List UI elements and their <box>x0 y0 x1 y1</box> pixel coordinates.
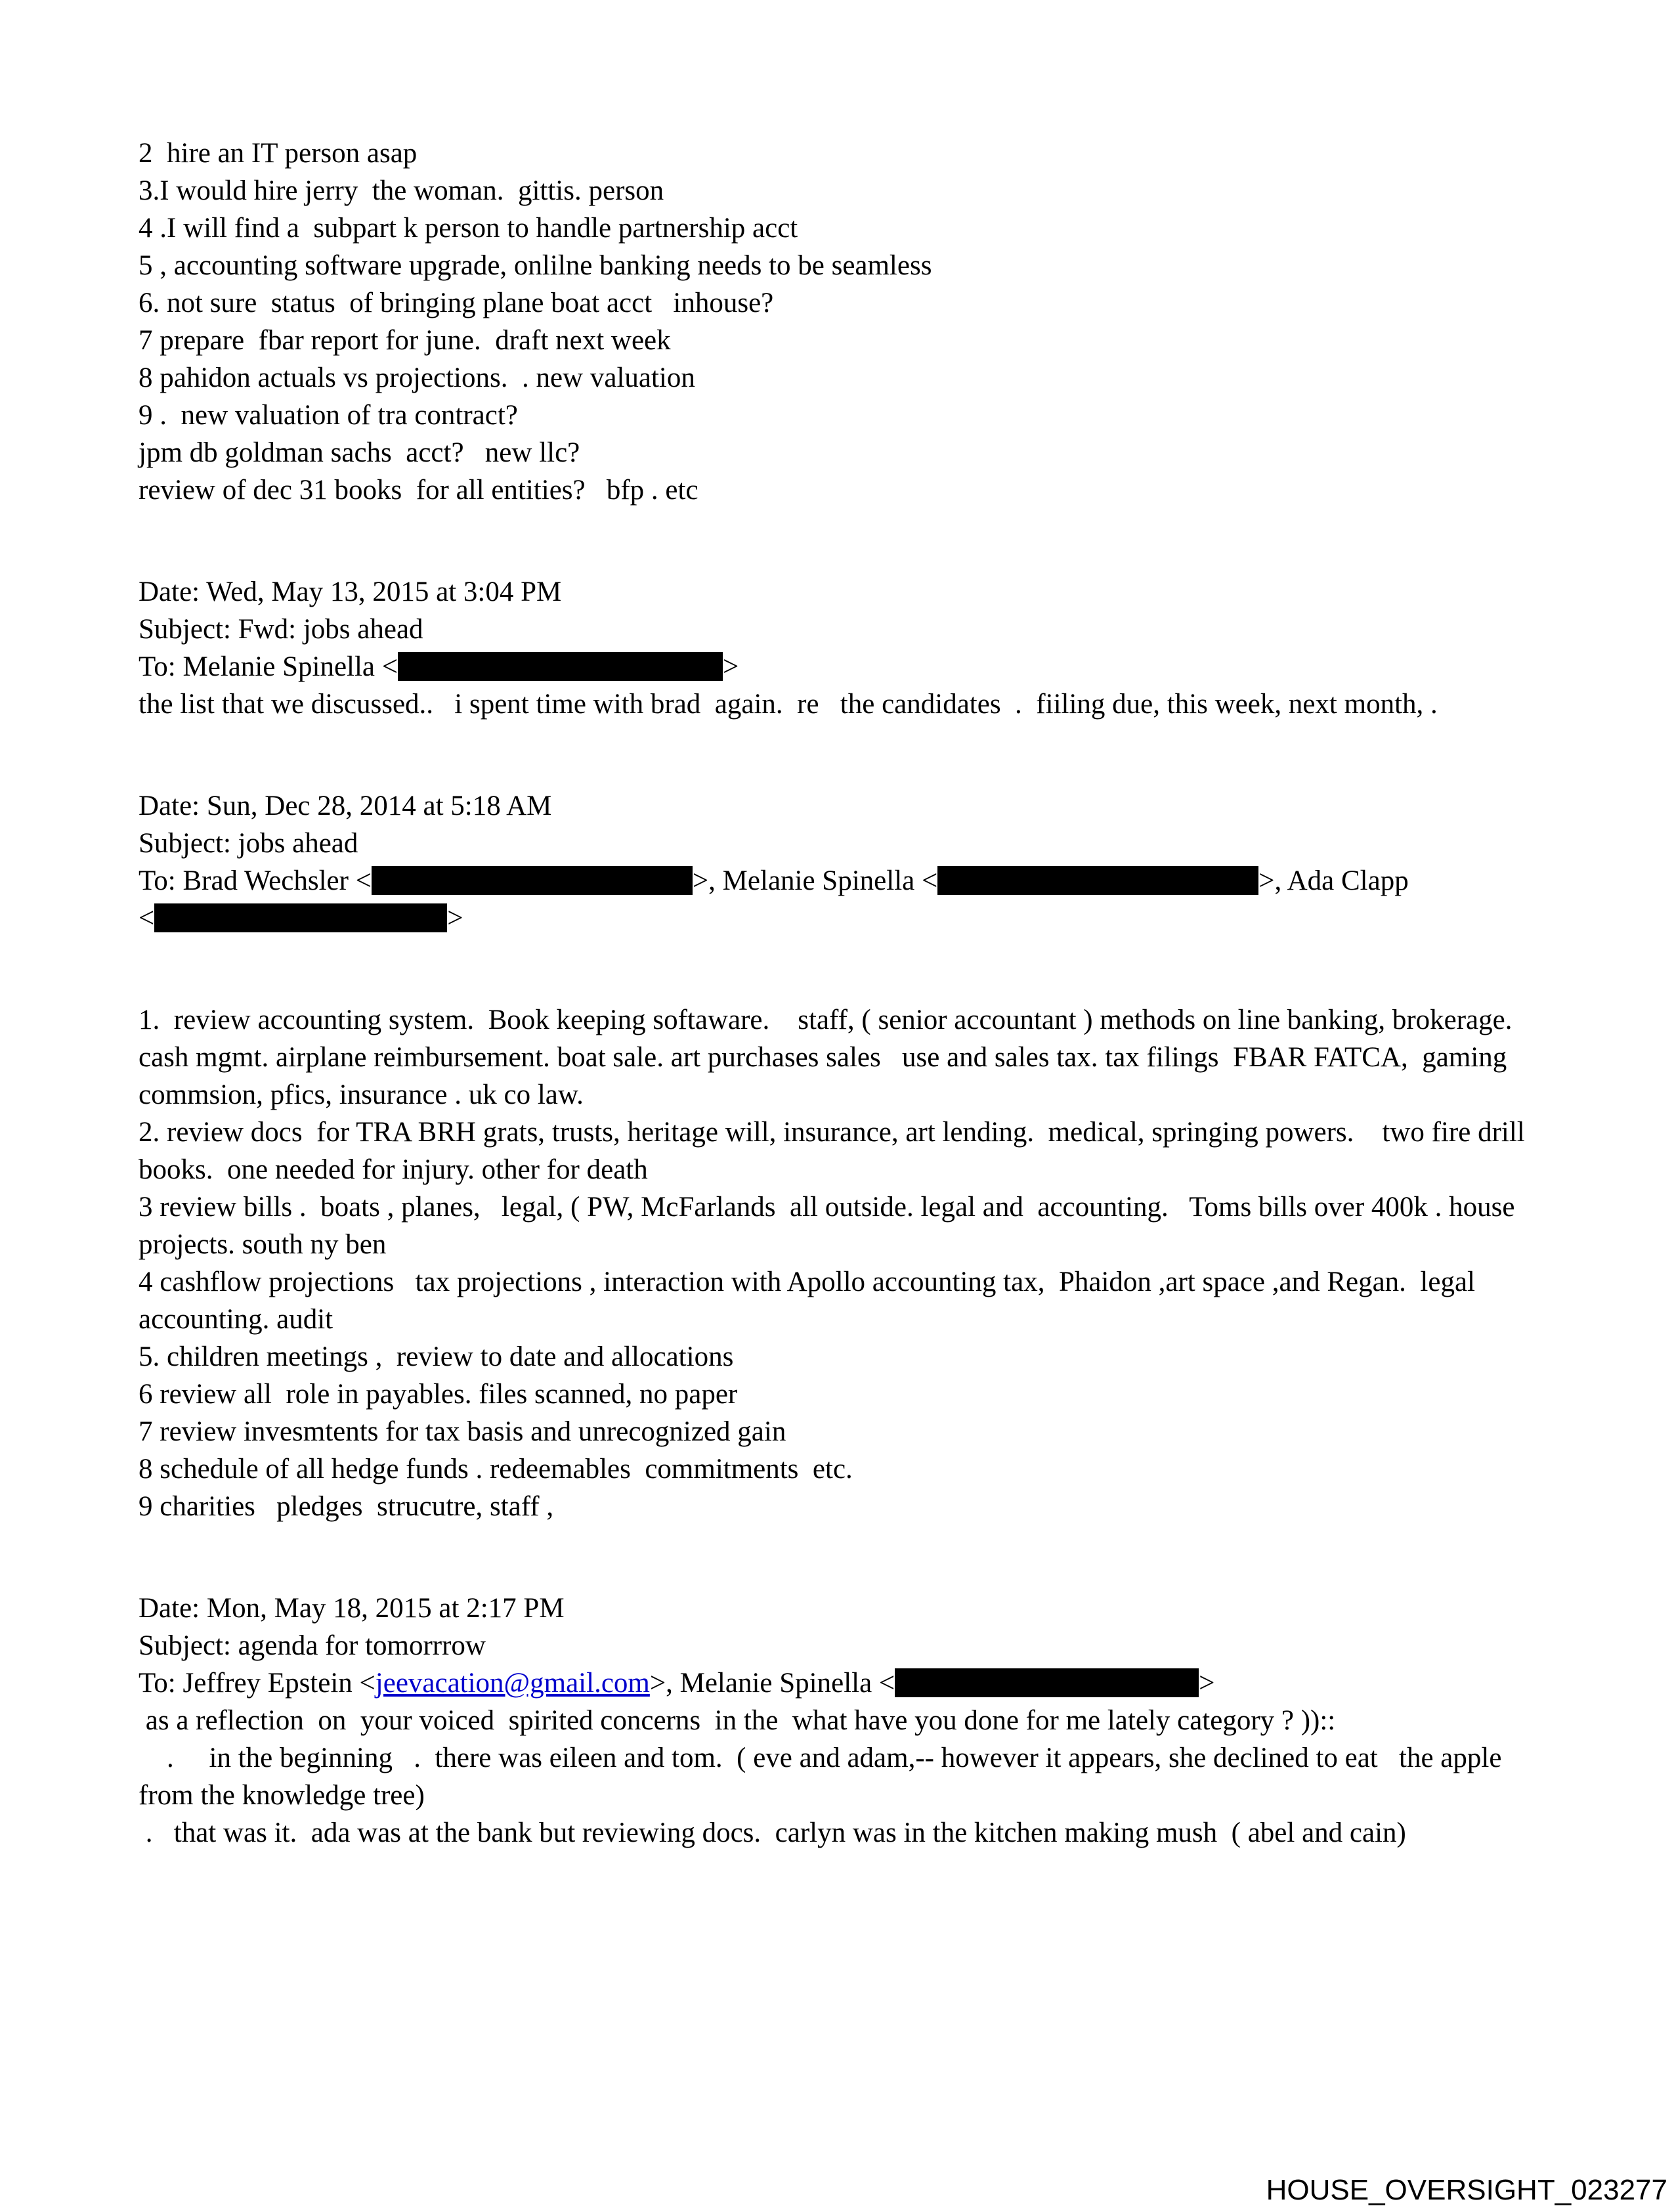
date-line: Date: Sun, Dec 28, 2014 at 5:18 AM <box>139 791 552 821</box>
date-line: Date: Wed, May 13, 2015 at 3:04 PM <box>139 576 562 607</box>
jobs-item: 2. review docs for TRA BRH grats, trusts, heritage will, insurance, art lending. medical, springing powers. two fire drill books. one needed for injury. other for death <box>139 1117 1532 1185</box>
note-line: 3.I would hire jerry the woman. gittis. person <box>139 175 664 206</box>
to-text: To: Melanie Spinella < <box>139 651 398 682</box>
to-text: To: Brad Wechsler < <box>139 865 372 896</box>
note-line: 8 pahidon actuals vs projections. . new valuation <box>139 362 695 393</box>
bates-number: HOUSE_OVERSIGHT_023277 <box>1266 2174 1667 2206</box>
email-address-link[interactable]: jeevacation@gmail.com <box>375 1668 650 1699</box>
email-body-line: . that was it. ada was at the bank but reviewing docs. carlyn was in the kitchen making mush ( abel and cain) <box>139 1817 1406 1848</box>
to-text: >, Melanie Spinella < <box>692 865 938 896</box>
to-text: >, Ada Clapp <box>1258 865 1409 896</box>
jobs-item: 8 schedule of all hedge funds . redeemables commitments etc. <box>139 1454 853 1485</box>
subject-line: Subject: agenda for tomorrrow <box>139 1630 486 1661</box>
note-line: review of dec 31 books for all entities? bfp . etc <box>139 475 698 506</box>
jobs-item: 7 review invesmtents for tax basis and unrecognized gain <box>139 1416 786 1447</box>
redaction-bar <box>372 866 693 895</box>
to-line-continued <box>139 900 1534 937</box>
note-line: 2 hire an IT person asap <box>139 138 418 169</box>
jobs-item: 1. review accounting system. Book keeping softaware. staff, ( senior accountant ) methods on line banking, brokerage. cash mgmt. airplane reimbursement. boat sale. art purchases sales use and sales tax. tax filings FBAR FATCA, gaming commsion, pfics, insurance . uk co law. <box>139 1005 1520 1110</box>
to-text: > <box>723 651 739 682</box>
to-line <box>139 1664 1534 1702</box>
note-line: 5 , accounting software upgrade, onlilne banking needs to be seamless <box>139 250 932 281</box>
date-line: Date: Mon, May 18, 2015 at 2:17 PM <box>139 1593 565 1624</box>
jobs-item: 3 review bills . boats , planes, legal, ( PW, McFarlands all outside. legal and accounting. Toms bills over 400k . house projects. south ny ben <box>139 1192 1522 1260</box>
note-line: 7 prepare fbar report for june. draft next week <box>139 325 671 356</box>
redaction-bar <box>937 866 1258 895</box>
to-text: < <box>139 903 155 934</box>
email-agenda-for-tomorrow <box>139 1590 1534 1852</box>
jobs-item: 9 charities pledges strucutre, staff , <box>139 1491 554 1522</box>
email-body-line: as a reflection on your voiced spirited concerns in the what have you done for me lately category ? )):: <box>139 1705 1336 1736</box>
to-text: > <box>1199 1668 1215 1699</box>
redaction-bar <box>895 1668 1199 1697</box>
document-content <box>139 135 1534 1852</box>
note-line: 4 .I will find a subpart k person to handle partnership acct <box>139 213 798 244</box>
redaction-bar <box>154 903 447 932</box>
note-line: jpm db goldman sachs acct? new llc? <box>139 437 580 468</box>
subject-line: Subject: jobs ahead <box>139 828 358 859</box>
jobs-item: 6 review all role in payables. files scanned, no paper <box>139 1379 738 1410</box>
email-jobs-ahead <box>139 787 1534 1525</box>
email-body-line: . in the beginning . there was eileen and tom. ( eve and adam,-- however it appears, she declined to eat the apple from the knowledge tree) <box>139 1743 1509 1811</box>
email-fwd-jobs-ahead <box>139 573 1534 723</box>
jobs-item: 4 cashflow projections tax projections , interaction with Apollo accounting tax, Phaidon ,art space ,and Regan. legal accounting. audit <box>139 1267 1482 1335</box>
to-text: To: Jeffrey Epstein < <box>139 1668 376 1699</box>
redaction-bar <box>398 652 723 681</box>
to-line <box>139 862 1534 900</box>
jobs-item: 5. children meetings , review to date and allocations <box>139 1341 734 1372</box>
notes-list <box>139 135 1534 509</box>
to-text: >, Melanie Spinella < <box>649 1668 895 1699</box>
note-line: 6. not sure status of bringing plane boat acct inhouse? <box>139 288 774 318</box>
email-body: the list that we discussed.. i spent time with brad again. re the candidates . fiiling due, this week, next month, . <box>139 689 1438 720</box>
note-line: 9 . new valuation of tra contract? <box>139 400 518 431</box>
to-line <box>139 648 1534 685</box>
to-text: > <box>447 903 463 934</box>
jobs-items-list <box>139 1001 1534 1525</box>
subject-line: Subject: Fwd: jobs ahead <box>139 614 423 645</box>
